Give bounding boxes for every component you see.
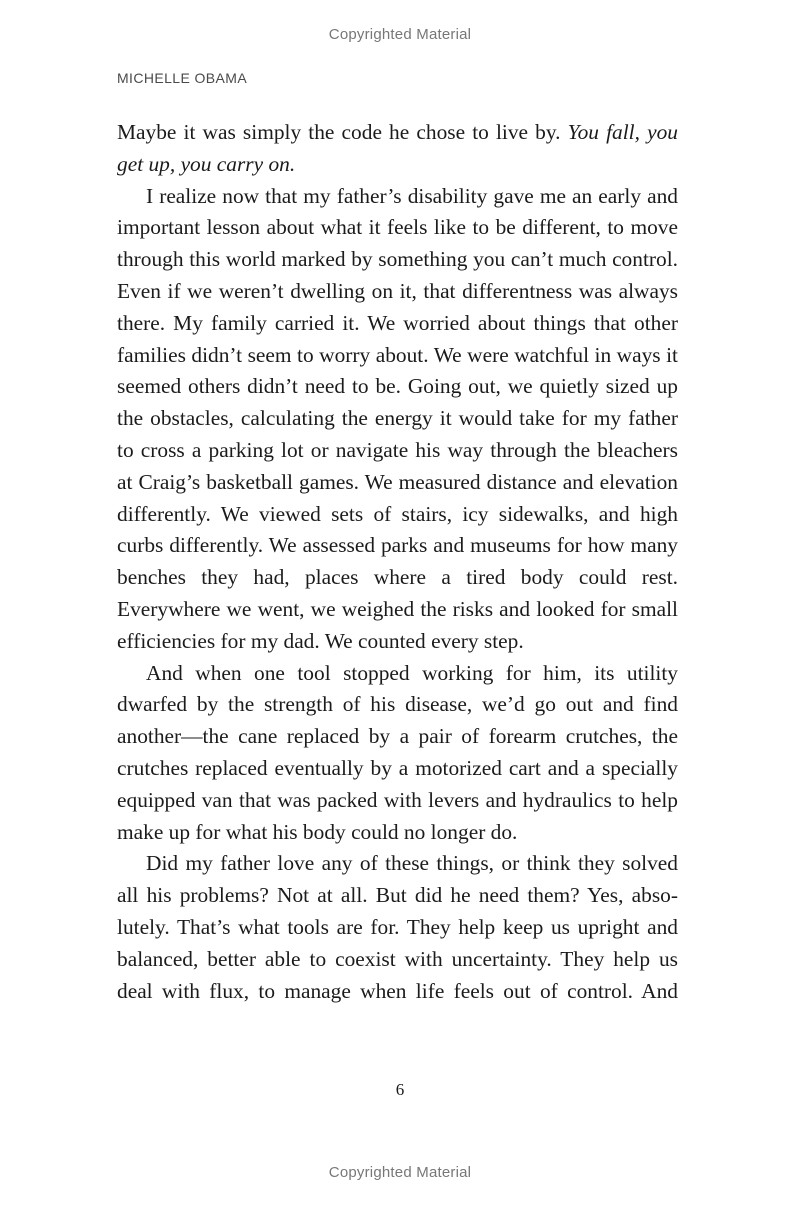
body-text: [117, 117, 678, 1007]
page-number: 6: [395, 1080, 405, 1099]
paragraph-1-lead: Maybe it was simply the code he chose to live by.: [117, 120, 568, 144]
running-head-author: MICHELLE OBAMA: [117, 70, 248, 86]
paragraph-3: And when one tool stopped working for him, its utility dwarfed by the strength of his disease, we’d go out and find another—the cane replaced by a pair of forearm crutches, the crutches replaced eventually by a motorized cart and a specially equipped van that was packed with levers and hydraulics to help make up for what his body could no longer do.: [117, 660, 678, 844]
paragraph-1-italic: You fall, you get up, you carry on.: [117, 120, 678, 176]
copyright-watermark-bottom: Copyrighted Material: [328, 1164, 472, 1181]
paragraph-4: Did my father love any of these things, or think they solved all his problems? Not at all. But did he need them? Yes, absolutely. That’s what tools are for. They help keep us upright and balanced, better able to coexist with uncertainty. They help us deal with flux, to manage when life feels out of control. And: [117, 851, 678, 1003]
paragraph-1: [117, 117, 678, 181]
paragraph-2: I realize now that my father’s disability gave me an early and important lesson about what it feels like to be different, to move through this world marked by something you can’t much control. Even if we weren’t dwelling on it, that differentness was always there. My family carried it. We worried about things that other families didn’t seem to worry about. We were watchful in ways it seemed others didn’t need to be. Going out, we quietly sized up the obstacles, calculating the energy it would take for my father to cross a parking lot or navigate his way through the bleachers at Craig’s basketball games. We measured distance and elevation differently. We viewed sets of stairs, icy sidewalks, and high curbs differently. We assessed parks and museums for how many benches they had, places where a tired body could rest. Everywhere we went, we weighed the risks and looked for small efficiencies for my dad. We counted every step.: [117, 183, 678, 653]
copyright-watermark-top: Copyrighted Material: [328, 26, 472, 43]
